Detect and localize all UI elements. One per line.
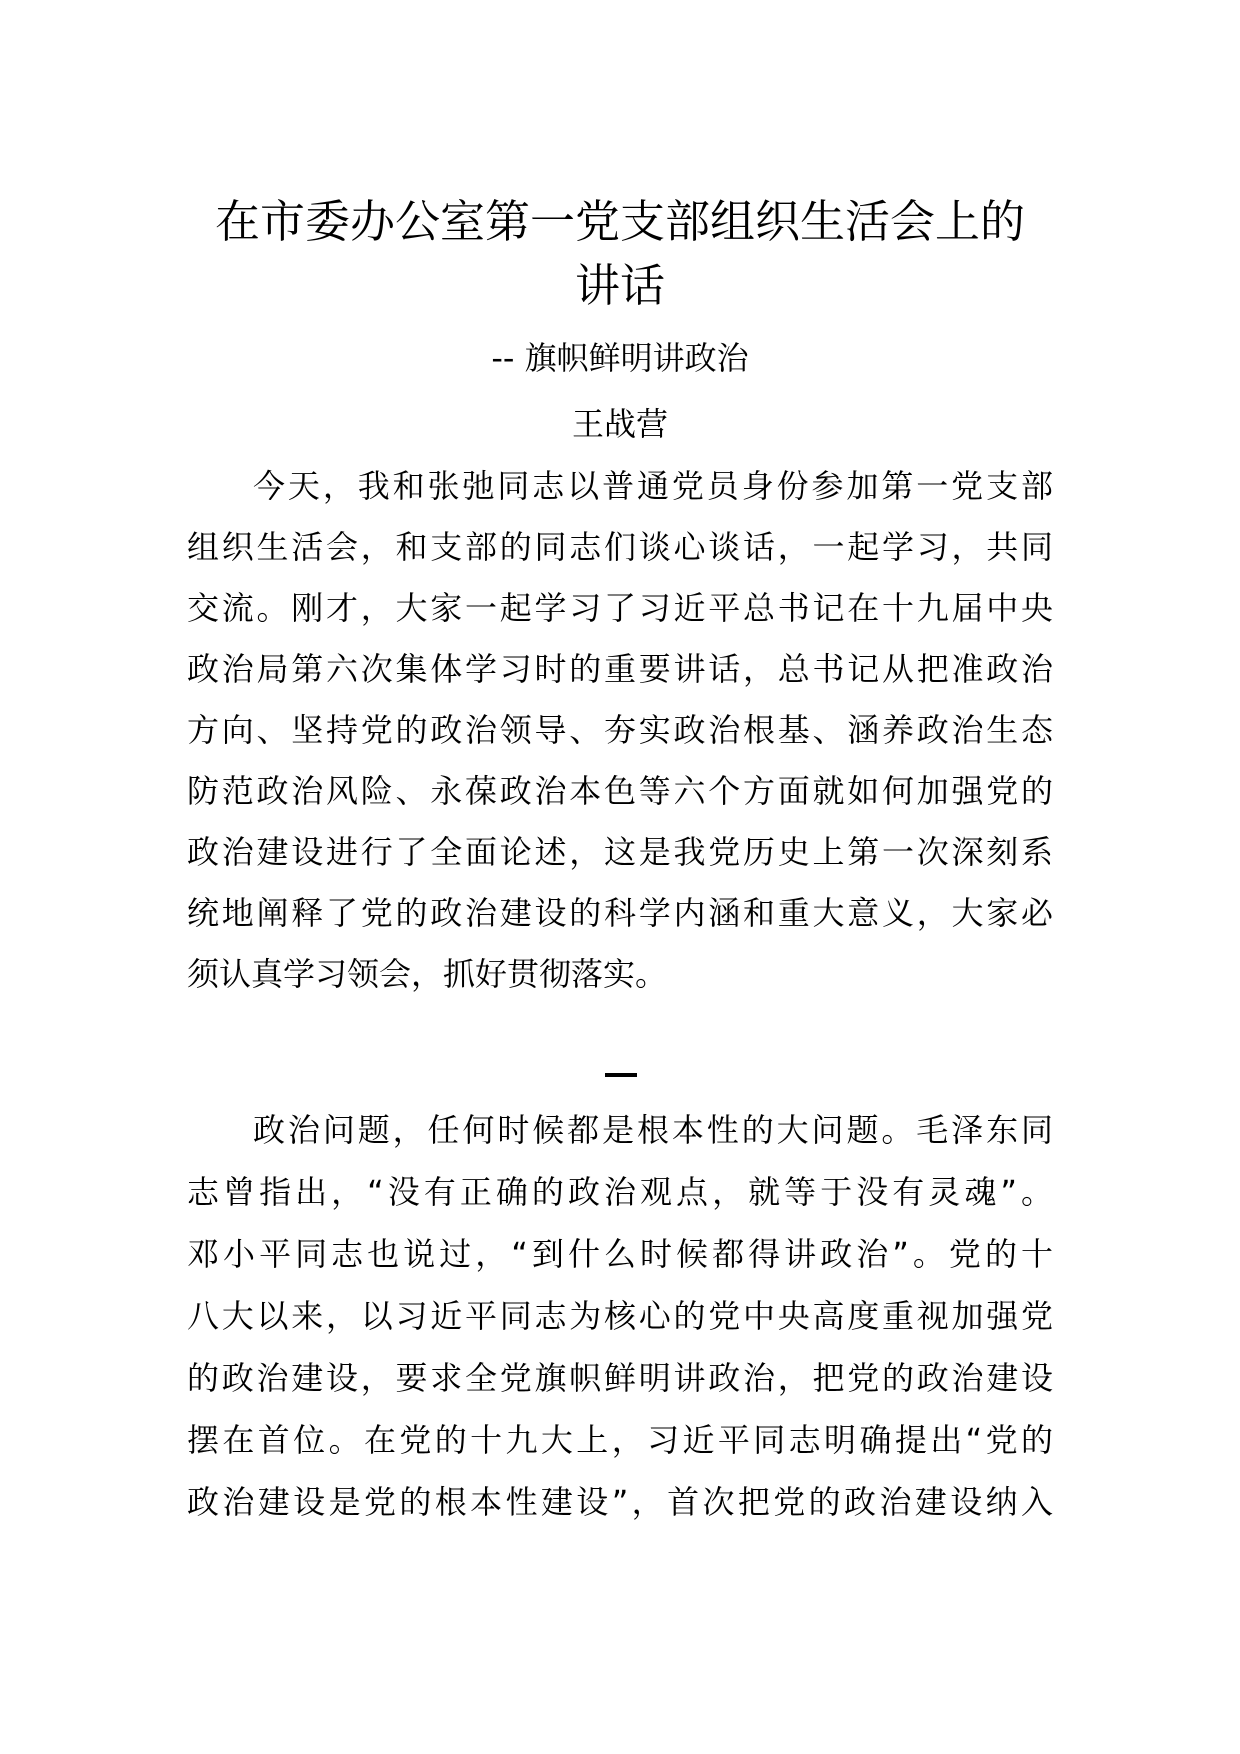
document-author: 王战营 <box>571 405 668 443</box>
paragraph-2-line: 政治问题，任何时候都是根本性的大问题。毛泽东同 <box>253 1111 1053 1149</box>
paragraph-2-line: 志曾指出，“没有正确的政治观点，就等于没有灵魂”。 <box>187 1173 1053 1211</box>
paragraph-1-line: 统地阐释了党的政治建设的科学内涵和重大意义，大家必 <box>187 894 1053 932</box>
paragraph-1-line: 政治局第六次集体学习时的重要讲话，总书记从把准政治 <box>187 650 1053 688</box>
paragraph-1-line: 政治建设进行了全面论述，这是我党历史上第一次深刻系 <box>187 833 1053 871</box>
document-title-line-1: 在市委办公室第一党支部组织生活会上的 <box>214 195 1025 248</box>
document-title-line-2: 讲话 <box>574 259 665 312</box>
paragraph-2-line: 八大以来，以习近平同志为核心的党中央高度重视加强党 <box>187 1297 1053 1335</box>
paragraph-2-line: 的政治建设，要求全党旗帜鲜明讲政治，把党的政治建设 <box>187 1359 1053 1397</box>
paragraph-1-line: 今天，我和张弛同志以普通党员身份参加第一党支部 <box>253 467 1053 505</box>
paragraph-2-line: 邓小平同志也说过，“到什么时候都得讲政治”。党的十 <box>187 1235 1053 1273</box>
paragraph-1-line: 防范政治风险、永葆政治本色等六个方面就如何加强党的 <box>187 772 1053 810</box>
section-heading-mark <box>605 1073 637 1077</box>
paragraph-1-line: 组织生活会，和支部的同志们谈心谈话，一起学习，共同 <box>187 528 1053 566</box>
paragraph-1-line: 交流。刚才，大家一起学习了习近平总书记在十九届中央 <box>187 589 1053 627</box>
paragraph-1-line: 方向、坚持党的政治领导、夯实政治根基、涵养政治生态 <box>187 711 1053 749</box>
paragraph-2-line: 政治建设是党的根本性建设”，首次把党的政治建设纳入 <box>187 1483 1053 1521</box>
paragraph-2-line: 摆在首位。在党的十九大上，习近平同志明确提出“党的 <box>187 1421 1053 1459</box>
paragraph-1-line: 须认真学习领会，抓好贯彻落实。 <box>187 955 668 993</box>
document-subtitle: -- 旗帜鲜明讲政治 <box>491 339 749 377</box>
